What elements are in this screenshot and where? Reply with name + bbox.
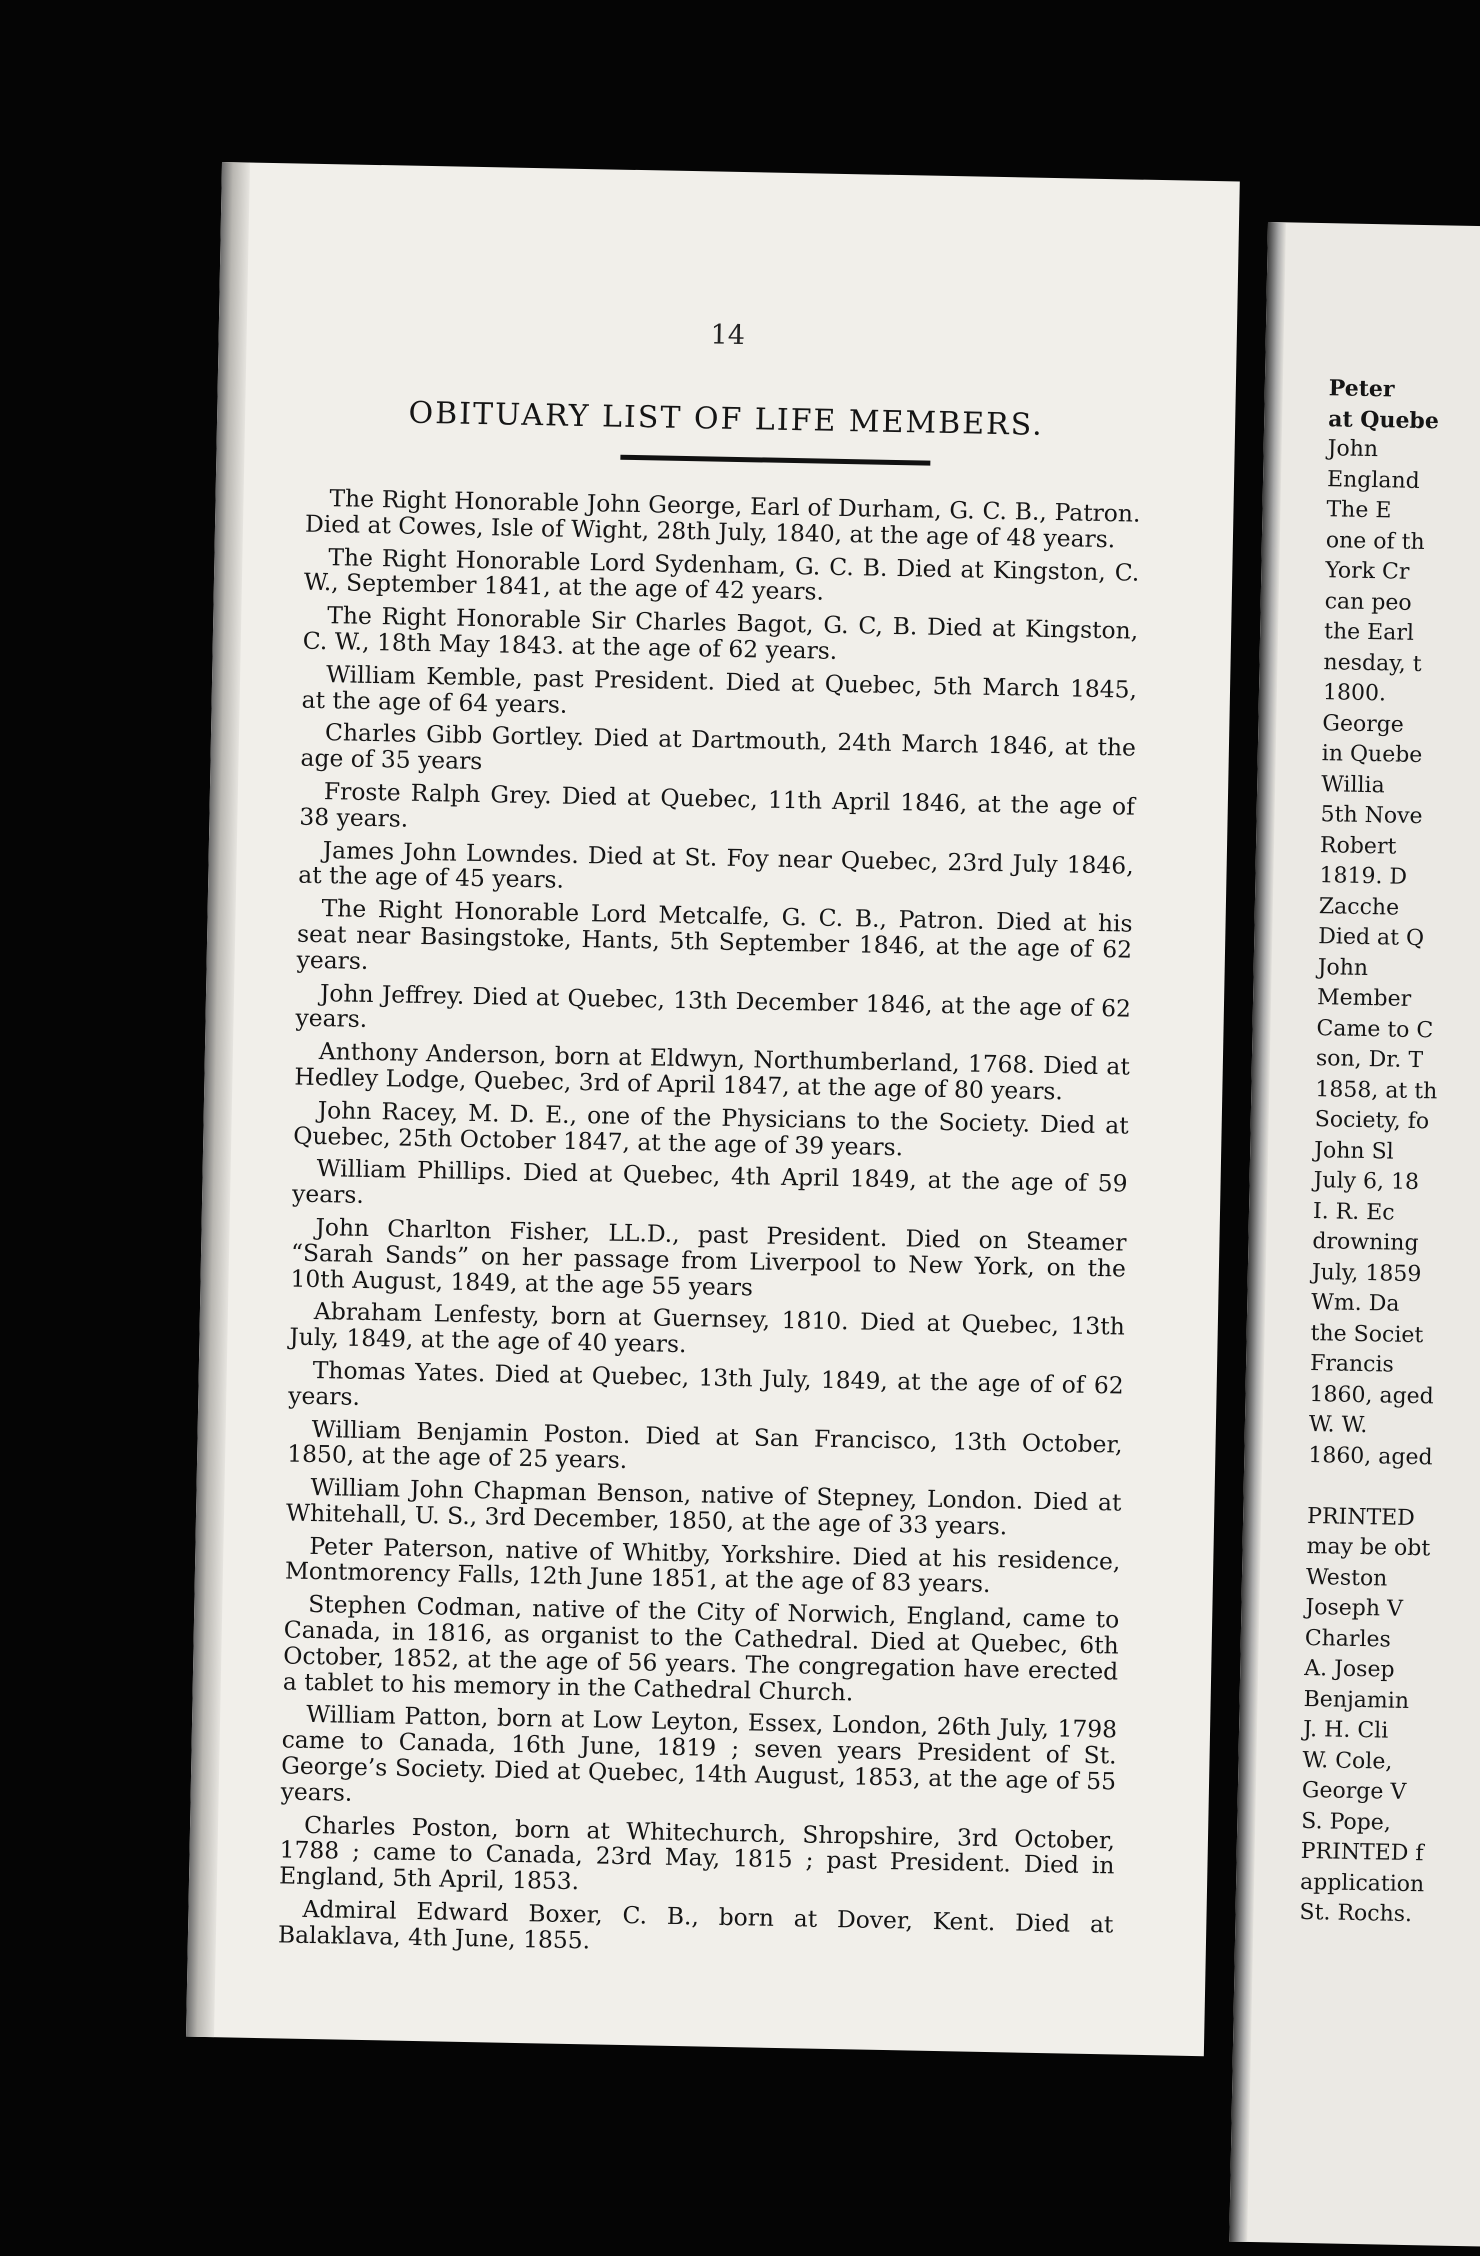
right-page-line: W. W. [1308,1412,1368,1439]
right-page-line: Peter [1328,375,1395,403]
right-page-line: Died at Q [1318,924,1425,952]
right-page-line: W. Cole, [1302,1747,1393,1775]
right-page-line: 5th Nove [1320,802,1423,830]
obituary-entry: William Patton, born at Low Leyton, Essex, London, 26th July, 1798 came to Canada, 16th June, 1819 ; seven years President of St. George’s Society. Died at Quebec, 14th August, 1853, at the age of 55 years. [280,1700,1118,1807]
right-page-line: George V [1301,1777,1407,1805]
right-page-line: 1858, at th [1315,1076,1438,1104]
right-page-line: Member [1316,985,1412,1012]
right-page-line: S. Pope, [1301,1808,1392,1836]
left-page [186,162,1240,2056]
obituary-entry: William Kemble, past President. Died at Quebec, 5th March 1845, at the age of 64 years. [301,659,1138,719]
right-page-line: July, 1859 [1311,1259,1422,1287]
right-page-fragment [1229,222,1480,2247]
obituary-entry: Abraham Lenfesty, born at Guernsey, 1810. Died at Quebec, 13th July, 1849, at the age of 40 years. [289,1297,1126,1359]
obituary-entry: Charles Poston, born at Whitechurch, Shropshire, 3rd October, 1788 ; came to Canada, 23rd May, 1815 ; past President. Died in England, 5th April, 1853. [278,1810,1116,1896]
obituary-entry: Admiral Edward Boxer, C. B., born at Dover, Kent. Died at Balaklava, 4th June, 1855. [277,1894,1114,1955]
obituary-entry: Froste Ralph Grey. Died at Quebec, 11th April 1846, at the age of 38 years. [299,777,1136,833]
right-page-line: Francis [1309,1351,1395,1378]
obituary-entry: The Right Honorable Lord Sydenham, G. C. B. Died at Kingston, C. W., September 1841, at the age of 42 years. [303,542,1140,607]
right-page-line: A. Josep [1303,1655,1395,1683]
right-page-line: can peo [1324,588,1412,616]
right-page-line: 1819. D [1319,863,1408,890]
right-page-line: John [1317,954,1369,981]
obituary-entry: The Right Honorable Lord Metcalfe, G. C. B., Patron. Died at his seat near Basingstoke, Hants, 5th September 1846, at the age of 62 years. [296,894,1133,975]
right-page-line: The E [1326,497,1392,524]
right-page-line: son, Dr. T [1315,1046,1424,1074]
right-page-line: drowning [1312,1229,1419,1257]
right-page-line: Came to C [1316,1015,1434,1043]
right-page-line: July 6, 18 [1313,1168,1420,1196]
right-page-line: St. Rochs. [1299,1899,1413,1928]
right-page-line: Zacche [1318,893,1400,921]
right-page-line: one of th [1325,527,1425,555]
obituary-entry: Stephen Codman, native of the City of Norwich, England, came to Canada, in 1816, as organist to the Cathedral. Died at Quebec, 6th October, 1852, at the age of 56 years. The congregation have erected a tablet to his memory in the Cathedral Church. [282,1590,1120,1707]
page-gutter-shadow [186,162,250,2037]
right-page-line: the Societ [1310,1320,1424,1348]
right-page-line: J. H. Cli [1302,1716,1389,1744]
right-page-text [1299,373,1480,1932]
page-title: OBITUARY LIST OF LIFE MEMBERS. [408,395,1045,443]
right-page-line: Weston [1305,1564,1388,1592]
right-page-line: York Cr [1325,558,1410,585]
right-page-line: nesday, t [1323,649,1422,677]
obituary-entry: John Jeffrey. Died at Quebec, 13th December 1846, at the age of 62 years. [295,978,1132,1034]
right-page-line: PRINTED f [1300,1838,1424,1867]
right-page-line: Joseph V [1305,1594,1404,1622]
page-number: 14 [710,319,746,352]
obituary-entry: William Benjamin Poston. Died at San Francisco, 13th October, 1850, at the age of 25 years. [286,1414,1123,1475]
right-page-line: Society, fo [1314,1107,1430,1135]
obituary-entry: Anthony Anderson, born at Eldwyn, Northumberland, 1768. Died at Hedley Lodge, Quebec, 3rd of April 1847, at the age of 80 years. [294,1037,1131,1106]
right-page-line: 1800. [1322,680,1387,707]
obituary-entry: Charles Gibb Gortley. Died at Dartmouth, 24th March 1846, at the age of 35 years [300,718,1137,776]
obituary-entry: The Right Honorable Sir Charles Bagot, G. C, B. Died at Kingston, C. W., 18th May 1843. at the age of 62 years. [302,601,1139,665]
obituary-entry: John Racey, M. D. E., one of the Physicians to the Society. Died at Quebec, 25th October 1847, at the age of 39 years. [293,1095,1129,1161]
right-page-line: may be obt [1306,1533,1431,1562]
right-page-line: England [1326,466,1421,494]
right-page-line: application [1299,1869,1425,1897]
obituary-entry: The Right Honorable John George, Earl of Durham, G. C. B., Patron. Died at Cowes, Isle of Wight, 28th July, 1840, at the age of 48 years. [304,484,1141,554]
obituary-entry: William Phillips. Died at Quebec, 4th April 1849, at the age of 59 years. [291,1154,1128,1210]
right-page-line: 1860, aged [1308,1442,1433,1470]
right-page-line: Charles [1304,1625,1392,1653]
right-page-line: Benjamin [1303,1686,1410,1714]
right-page-line: Robert [1319,832,1397,860]
right-page-line: George [1322,710,1405,738]
obituary-entry: Thomas Yates. Died at Quebec, 13th July, 1849, at the age of of 62 years. [288,1355,1124,1411]
right-page-line: Willia [1320,771,1385,798]
obituary-entry: James John Lowndes. Died at St. Foy near Quebec, 23rd July 1846, at the age of 45 years. [298,835,1134,895]
right-page-gutter [1229,222,1286,2242]
right-page-line: at Quebe [1327,405,1440,434]
right-page-line: John Sl [1313,1137,1394,1165]
right-page-line: John [1327,436,1379,463]
obituary-entry: William John Chapman Benson, native of Stepney, London. Died at Whitehall, U. S., 3rd December, 1850, at the age of 33 years. [285,1473,1122,1541]
right-page-line [1307,1471,1480,1506]
right-page-line: I. R. Ec [1312,1198,1395,1226]
right-page-line: PRINTED [1306,1503,1416,1531]
right-page-line: in Quebe [1321,741,1423,769]
title-rule [620,455,930,466]
right-page-line: 1860, aged [1309,1381,1435,1409]
obituary-list [278,486,1141,1971]
right-page-line: the Earl [1323,619,1415,646]
obituary-entry: Peter Paterson, native of Whitby, Yorkshire. Died at his residence, Montmorency Falls, 12th June 1851, at the age of 83 years. [284,1531,1121,1599]
obituary-entry: John Charlton Fisher, LL.D., past President. Died on Steamer “Sarah Sands” on her passage from Liverpool to New York, on the 10th August, 1849, at the age 55 years [290,1212,1127,1301]
right-page-line: Wm. Da [1311,1290,1400,1317]
